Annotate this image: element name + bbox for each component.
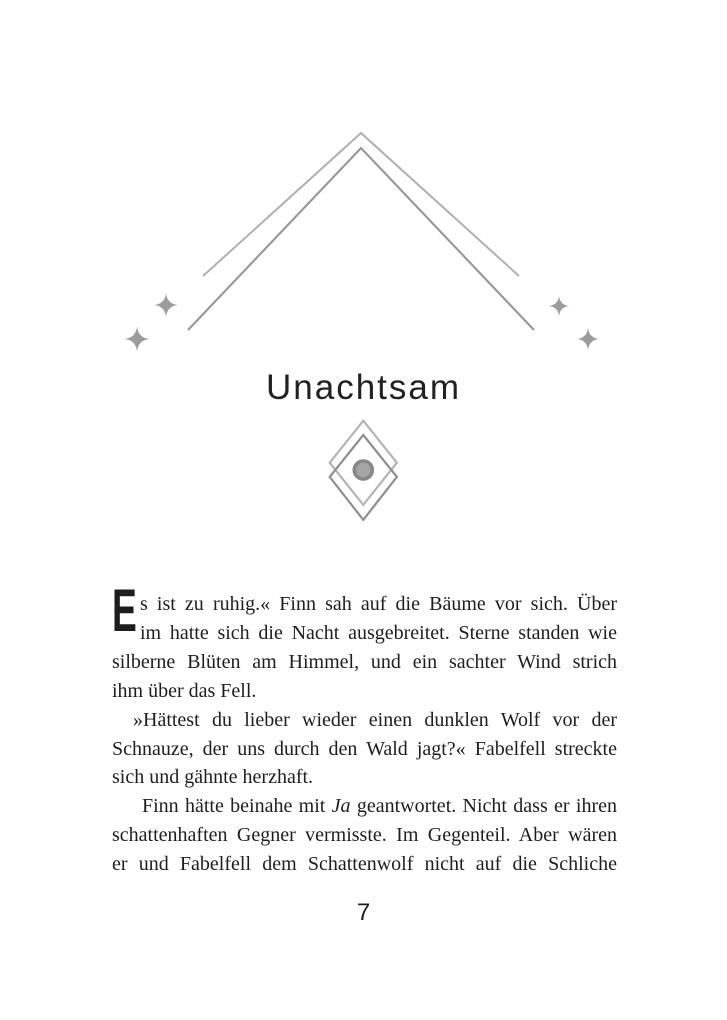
body-line [112,763,617,792]
sparkle-icon [154,293,178,317]
body-line [112,792,617,821]
body-line [112,821,617,850]
body-text-segment: Ja [331,795,351,818]
body-text-segment: s ist zu ruhig.« Finn sah auf die Bäume vor sich. Über [140,593,617,615]
body-lines-container [112,577,617,879]
body-line [112,706,617,735]
page-number: 7 [356,899,371,926]
sparkle-icon [124,326,149,351]
sparkle-icon [549,296,569,316]
ornament-diamond-upper [330,421,397,505]
body-line [112,648,617,677]
body-text-segment: sich und gähnte herzhaft. [112,766,314,789]
body-text-segment: ihm über das Fell. [112,679,257,702]
body-text-segment: im hatte sich die Nacht ausgebreitet. Sterne standen wie [140,621,617,644]
body-line [112,590,617,619]
ornament-circle-icon [354,461,372,479]
body-text-segment: Schnauze, der uns durch den Wald jagt?« Fabelfell streckte [112,737,617,760]
drop-cap: E [112,577,137,644]
ornament-diamond-lower [330,435,397,520]
body-text-segment: silberne Blüten am Himmel, und ein sachter Wind strich [112,650,617,673]
mountain-outer-line [203,133,519,276]
chapter-title: Unachtsam [265,368,462,407]
sparkle-icon [577,328,599,350]
body-line [112,850,617,879]
body-line [112,735,617,764]
body-text-segment: schattenhaften Gegner vermisste. Im Gegenteil. Aber wären [112,824,617,847]
mountain-inner-line [188,148,534,330]
body-text-segment: »Hättest du lieber wieder einen dunklen Wolf vor der [133,708,617,731]
body-text-segment: Finn hätte beinahe mit [142,795,332,818]
body-text-segment: er und Fabelfell dem Schattenwolf nicht auf die Schliche [112,853,617,876]
body-text-block [112,577,617,879]
body-text-segment: geantwortet. Nicht dass er ihren [350,795,617,818]
body-line [112,677,617,706]
body-line [112,619,617,648]
